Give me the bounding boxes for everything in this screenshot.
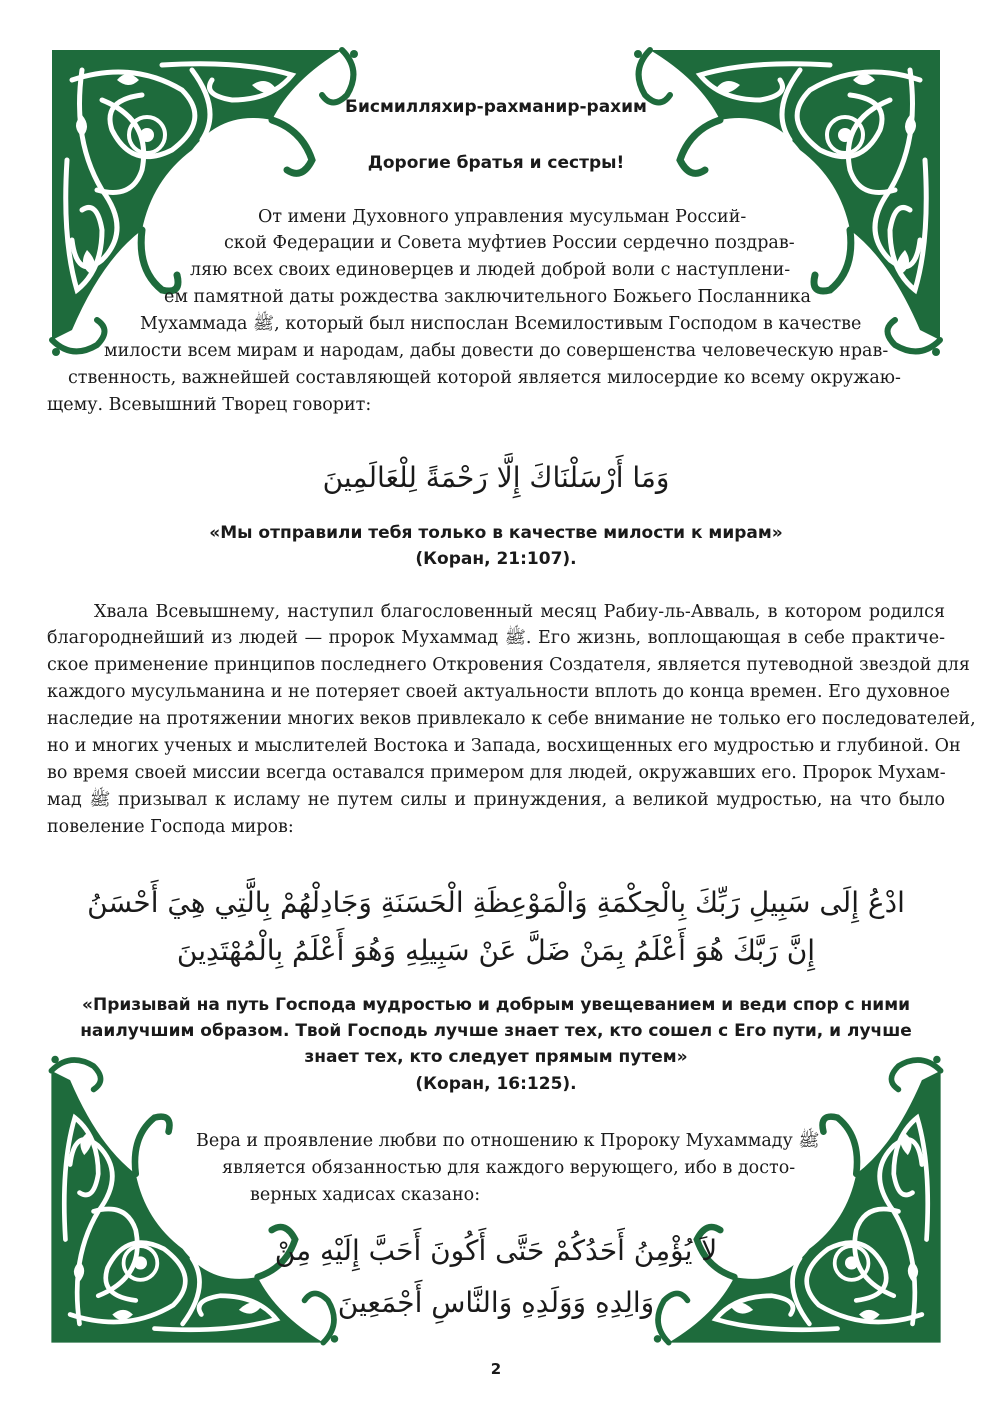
verse-translation: знает тех, кто следует прямым путем»: [304, 1047, 688, 1067]
bismillah-heading: Бисмилляхир-рахманир-рахим: [345, 97, 647, 117]
verse-translation: наилучшим образом. Твой Господь лучше знает тех, кто сошел с Его пути, и лучше: [80, 1021, 912, 1041]
body-line: является обязанностью для каждого верующего, ибо в досто-: [222, 1158, 796, 1178]
body-line: благороднейший из людей — пророк Мухаммад ﷺ. Его жизнь, воплощающая в себе практиче-: [47, 628, 945, 648]
quran-verse-arabic: إِنَّ رَبَّكَ هُوَ أَعْلَمُ بِمَنْ ضَلَّ عَنْ سَبِيلِهِ وَهُوَ أَعْلَمُ بِالْمُهْتَدِينَ: [176, 934, 816, 967]
intro-line: ем памятной даты рождества заключительного Божьего Посланника: [164, 287, 811, 307]
quran-verse-arabic: ادْعُ إِلَى سَبِيلِ رَبِّكَ بِالْحِكْمَةِ وَالْمَوْعِظَةِ الْحَسَنَةِ وَجَادِلْهُمْ بِالَّتِي هِيَ أَحْسَنُ: [87, 886, 905, 919]
hadith-arabic: وَالِدِهِ وَوَلَدِهِ وَالنَّاسِ أَجْمَعِينَ: [337, 1286, 655, 1319]
body-line: во время своей миссии всегда оставался примером для людей, окружавших его. Пророк Мухам-: [47, 763, 946, 783]
body-line: наследие на протяжении многих веков привлекало к себе внимание не только его последователей,: [47, 709, 976, 729]
intro-line: милости всем мирам и народам, дабы довести до совершенства человеческую нрав-: [104, 341, 889, 361]
body-line: повеление Господа миров:: [47, 817, 294, 837]
verse-reference: (Коран, 21:107).: [415, 549, 577, 569]
body-line: мад ﷺ призывал к исламу не путем силы и принуждения, а великой мудростью, на что было: [47, 790, 945, 810]
salutation-heading: Дорогие братья и сестры!: [367, 153, 625, 173]
intro-line: ственность, важнейшей составляющей которой является милосердие ко всему окружаю-: [68, 368, 901, 388]
intro-line: Мухаммада ﷺ, который был ниспослан Всемилостивым Господом в качестве: [140, 314, 862, 334]
intro-line: ляю всех своих единоверцев и людей доброй воли с наступлени-: [190, 260, 791, 280]
hadith-arabic: لاَ يُؤْمِنُ أَحَدُكُمْ حَتَّى أَكُونَ أَحَبَّ إِلَيْهِ مِنْ: [274, 1234, 718, 1267]
body-line: каждого мусульманина и не потеряет своей актуальности вплоть до конца времен. Его духовное: [47, 682, 951, 702]
body-line: Хвала Всевышнему, наступил благословенный месяц Рабиу-ль-Авваль, в котором родился: [94, 602, 945, 622]
verse-translation: «Мы отправили тебя только в качестве милости к мирам»: [209, 523, 783, 543]
body-line: ское применение принципов последнего Откровения Создателя, является путеводной звездой для: [47, 655, 970, 675]
intro-line: ской Федерации и Совета муфтиев России сердечно поздрав-: [224, 233, 795, 253]
page-number: 2: [490, 1360, 502, 1378]
intro-line: щему. Всевышний Творец говорит:: [47, 395, 372, 415]
body-line: но и многих ученых и мыслителей Востока и Запада, восхищенных его мудростью и глубиной. Он: [47, 736, 961, 756]
verse-translation: «Призывай на путь Господа мудростью и добрым увещеванием и веди спор с ними: [81, 995, 910, 1015]
quran-verse-arabic: وَمَا أَرْسَلْنَاكَ إِلَّا رَحْمَةً لِلْعَالَمِينَ: [322, 461, 670, 494]
intro-line: От имени Духовного управления мусульман Россий-: [258, 207, 747, 227]
body-line: верных хадисах сказано:: [250, 1185, 481, 1205]
verse-reference: (Коран, 16:125).: [415, 1074, 577, 1094]
body-line: Вера и проявление любви по отношению к Пророку Мухаммаду ﷺ: [196, 1131, 820, 1151]
